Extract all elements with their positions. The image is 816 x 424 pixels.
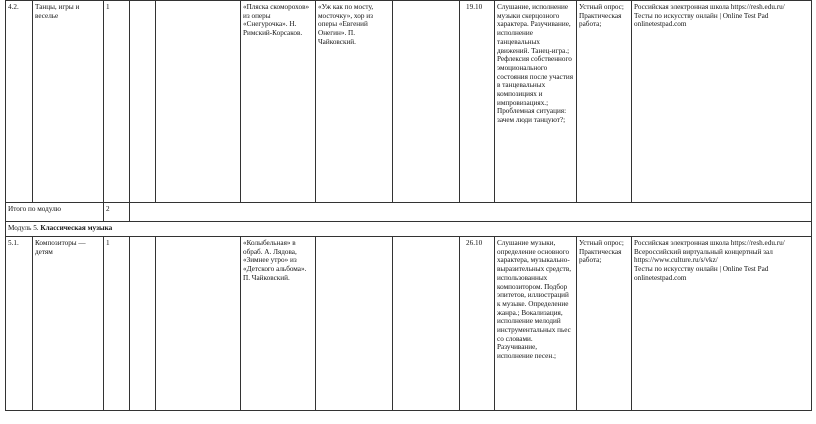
- table-row: [6, 237, 812, 411]
- lesson-topic: Танцы, игры и веселье: [33, 1, 104, 203]
- resources-cell: [632, 1, 812, 203]
- empty-cell: [156, 1, 241, 203]
- resources-cell: [632, 237, 812, 411]
- empty-cell: [393, 1, 460, 203]
- activities-cell: Слушание музыки, определение основного характера, музыкально-выразительных средств, использованных композитором. Подбор эпитетов, иллюстраций к музыке. Определение жанра.; Вокализация, исполнение мелодий инструментальных пьес со словами. Разучивание, исполнение песен.;: [495, 237, 577, 411]
- module-total-label: Итого по модулю: [6, 203, 104, 222]
- resource-link[interactable]: Российская электронная школа https://resh.edu.ru/: [634, 239, 785, 247]
- module-total-row: [6, 203, 812, 222]
- control-cell: Устный опрос; Практическая работа;: [577, 237, 632, 411]
- module-total-hours: 2: [104, 203, 130, 222]
- lesson-date: 26.10: [460, 237, 495, 411]
- lesson-topic: Композиторы — детям: [33, 237, 104, 411]
- empty-cell: [393, 237, 460, 411]
- control-cell: Устный опрос; Практическая работа;: [577, 1, 632, 203]
- empty-cell: [130, 1, 156, 203]
- listening-cell: «Уж как по мосту, мосточку», хор из оперы «Евгений Онегин». П. Чайковский.: [316, 1, 393, 203]
- activities-cell: Слушание, исполнение музыки скерцозного характера. Разучивание, исполнение танцевальных движений. Танец-игра.; Рефлексия собственного эмоционального состояния после участия в танцевальных композициях и импровизациях.; Проблемная ситуация: зачем люди танцуют?;: [495, 1, 577, 203]
- resource-link[interactable]: Тесты по искусству онлайн | Online Test Pad onlinetestpad.com: [634, 265, 769, 282]
- lesson-hours: 1: [104, 1, 130, 203]
- repertoire-cell: «Пляска скоморохов» из оперы «Снегурочка». Н. Римский-Корсаков.: [241, 1, 316, 203]
- resource-link[interactable]: Российская электронная школа https://resh.edu.ru/: [634, 3, 785, 11]
- table-row: [6, 1, 812, 203]
- empty-cell: [130, 203, 812, 222]
- curriculum-table-page: [5, 0, 811, 418]
- lesson-date: 19.10: [460, 1, 495, 203]
- lesson-number: 4.2.: [6, 1, 33, 203]
- listening-cell: [316, 237, 393, 411]
- module-header-row: [6, 222, 812, 237]
- lesson-hours: 1: [104, 237, 130, 411]
- module-prefix: Модуль 5.: [8, 224, 39, 232]
- lesson-number: 5.1.: [6, 237, 33, 411]
- module-header: [6, 222, 812, 237]
- resource-link[interactable]: Тесты по искусству онлайн | Online Test Pad onlinetestpad.com: [634, 11, 769, 29]
- module-title: Классическая музыка: [40, 224, 113, 232]
- empty-cell: [156, 237, 241, 411]
- repertoire-cell: «Колыбельная» в обраб. А. Лядова, «Зимнее утро» из «Детского альбома». П. Чайковский.: [241, 237, 316, 411]
- curriculum-table: [5, 0, 812, 411]
- empty-cell: [130, 237, 156, 411]
- resource-link[interactable]: Всероссийский виртуальный концертный зал https://www.culture.ru/s/vkz/: [634, 247, 773, 265]
